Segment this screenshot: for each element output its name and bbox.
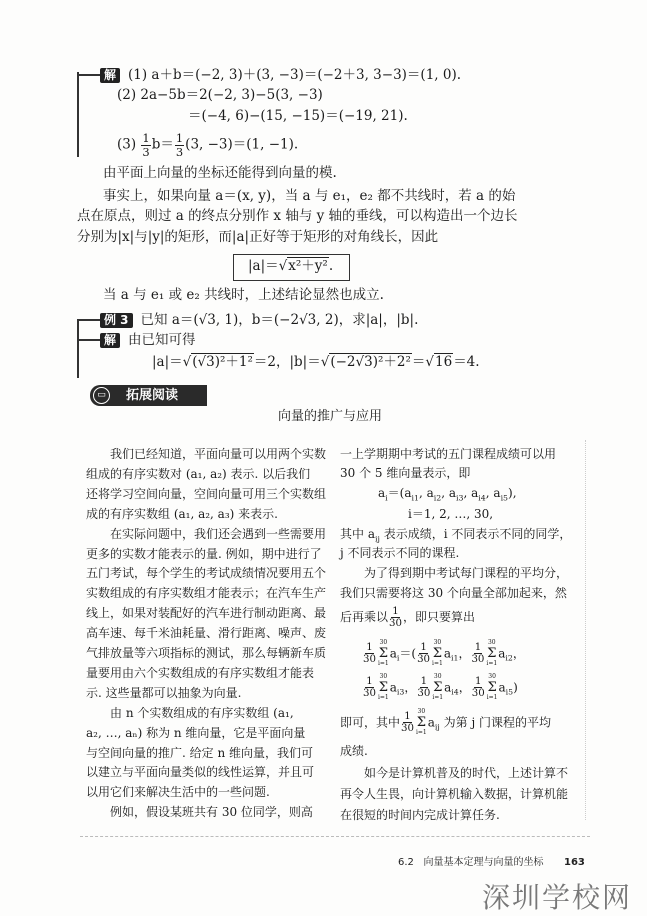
math-text: b＝ [151, 136, 174, 153]
paragraph-line: 为了得到期中考试每门课程的平均分， [340, 566, 569, 580]
radicand: (−2√3)²＋2² [330, 354, 411, 370]
math-text: ), [508, 486, 517, 500]
math-text: ＝4. [453, 354, 480, 370]
subscript: i4 [478, 493, 486, 503]
fraction-denominator: 30 [363, 654, 376, 666]
vector-definition [378, 484, 517, 507]
solution-bracket [77, 72, 79, 157]
paragraph-line: 以建立与平面向量类似的线性运算，并且可 [86, 765, 315, 780]
summation-sign: Σ [433, 679, 443, 695]
paragraph-line: 如今是计算机普及的时代，上述计算不 [340, 766, 569, 780]
paragraph-line: 以用它们来解决生活中的一些问题. [86, 785, 270, 800]
paragraph-line: 成的有序实数组 (a₁, a₂, a₃) 来表示. [86, 506, 278, 521]
summation-lower: i=1 [432, 694, 444, 702]
square-root [279, 257, 329, 274]
math-text: . [328, 258, 334, 274]
radicand: (√3)²＋1² [192, 354, 253, 370]
math-text: |a|＝ [152, 354, 183, 370]
fraction-numerator: 1 [142, 131, 150, 145]
solution-label: 解 [100, 333, 120, 348]
summation-sign: Σ [487, 679, 497, 695]
paragraph-line: j 不同表示不同的课程. [340, 546, 460, 560]
subscript: ij [374, 534, 380, 544]
fraction [363, 676, 376, 699]
fraction-denominator: 30 [363, 688, 376, 700]
square-root [425, 353, 453, 370]
fraction [401, 711, 414, 734]
math-text: 后再乘以 [340, 610, 389, 625]
paragraph-line: a₂, …, aₙ) 称为 n 维向量，它是平面向量 [86, 725, 306, 740]
fraction-numerator: 1 [404, 711, 411, 723]
fraction-denominator: 30 [471, 688, 485, 700]
fraction-denominator: 30 [417, 688, 431, 700]
margin-dotted-line [585, 440, 586, 820]
fraction-denominator: 3 [142, 144, 150, 159]
subscript: i2 [505, 653, 513, 663]
math-text: ，即只要算出 [402, 610, 475, 625]
fraction [175, 132, 184, 158]
math-text: a [378, 486, 386, 500]
radicand: 16 [435, 354, 453, 370]
fraction-numerator: 1 [366, 642, 373, 654]
math-text: ＝(a [387, 486, 412, 500]
solution-label: 解 [100, 68, 120, 83]
paragraph-line [340, 709, 551, 737]
paragraph-line: 再令人生畏，向计算机输入数据，计算机能 [340, 787, 569, 801]
solution-part-2-cont: ＝(−4, 6)−(15, −15)＝(−19, 21). [188, 108, 408, 124]
summation-lower: i=1 [486, 660, 498, 668]
extended-reading-banner [90, 385, 207, 406]
paragraph-line: 更多的实数才能表示的量. 例如，期中进行了 [86, 546, 322, 561]
boxed-formula [248, 257, 333, 275]
math-text: 为第 j 门课程的平均 [439, 715, 551, 730]
section-title: 向量基本定理与向量的坐标 [423, 857, 544, 868]
solution-part-2: (2) 2a−5b＝2(−2, 3)−5(3, −3) [117, 87, 323, 103]
watermark: 深圳学校网 [482, 881, 633, 914]
math-text: 其中 a [340, 527, 375, 541]
math-text: , a [441, 486, 457, 500]
math-text: (3) [117, 136, 141, 153]
summation [487, 674, 498, 702]
math-text: ， [458, 680, 471, 695]
subscript: i [396, 653, 400, 663]
fraction [417, 642, 430, 665]
solution-part-1 [100, 66, 461, 84]
subscript: i3 [456, 493, 464, 503]
paragraph-line: 由 n 个实数组成的有序实数组 (a₁, [86, 705, 294, 720]
summation-upper: 30 [433, 639, 442, 646]
book-icon: ▭ [93, 387, 110, 404]
math-text: ＝2，|b|＝ [253, 354, 321, 370]
solution-text: (1) a＋b＝(−2, 3)＋(3, −3)＝(−2＋3, 3−3)＝(1, 0). [128, 67, 462, 83]
paragraph-line: 一上学期期中考试的五门课程成绩可以用 [340, 447, 557, 461]
math-text: , a [485, 486, 501, 500]
reading-title: 向量的推广与应用 [278, 409, 383, 424]
math-text: a [443, 646, 451, 661]
paragraph-line: 我们已经知道，平面向量可以用两个实数 [86, 447, 327, 461]
example-label: 例 3 [100, 313, 133, 328]
paragraph-line: 在很短的时间内完成计算任务. [340, 808, 500, 822]
math-text: , a [463, 486, 479, 500]
subscript: i4 [451, 687, 459, 697]
summation-upper: 30 [487, 639, 496, 646]
subscript: i5 [505, 687, 514, 697]
subscript: i [385, 493, 388, 503]
summation-upper: 30 [417, 708, 426, 715]
subscript: i3 [396, 687, 405, 697]
math-text: ＝( [399, 646, 417, 661]
fraction [141, 132, 150, 158]
example-3 [100, 311, 418, 329]
summation-upper: 30 [488, 673, 496, 680]
solution-part-3 [117, 132, 298, 158]
section-number: 6.2 [398, 857, 414, 868]
paragraph-line: 在实际问题中，我们还会遇到一些需要用 [86, 526, 327, 541]
paragraph-line: 示. 这些量都可以抽象为向量. [86, 685, 242, 700]
fraction-denominator: 30 [471, 654, 485, 666]
summation-upper: 30 [433, 673, 442, 680]
summation-lower: i=1 [432, 660, 443, 668]
fraction-numerator: 1 [474, 676, 482, 688]
paragraph-line: 组成的有序实数对 (a₁, a₂) 表示. 以后我们 [86, 466, 311, 481]
subscript: i1 [450, 653, 459, 663]
subscript: i1 [411, 493, 419, 503]
paragraph-line: 事实上，如果向量 a＝(x, y)，当 a 与 e₁，e₂ 都不共线时，若 a 的始 [103, 188, 516, 204]
summation-sign: Σ [416, 714, 427, 730]
summation-upper: 30 [379, 639, 388, 646]
math-text: 表示成绩，i 不同表示不同的同学， [379, 527, 572, 541]
bracket-tick [77, 74, 101, 76]
fraction-denominator: 30 [417, 654, 431, 666]
fraction-numerator: 1 [420, 676, 428, 688]
math-text: a [389, 646, 397, 661]
paragraph-modulus-intro: 由平面上向量的坐标还能得到向量的模. [103, 165, 337, 181]
summation-sign: Σ [487, 645, 497, 661]
paragraph-line: 量要用由六个实数组成的有序实数组才能表 [86, 665, 315, 680]
fraction-numerator: 1 [420, 642, 427, 654]
reading-bottom-rule [80, 836, 590, 837]
bracket-tick [77, 319, 101, 321]
paragraph-line: 还将学习空间向量，空间向量可用三个实数组 [86, 486, 327, 501]
summation-sign: Σ [432, 645, 443, 661]
paragraph-line: 五门考试，每个学生的考试成绩情况要用五个 [86, 566, 327, 581]
summation-sign: Σ [378, 645, 389, 661]
paragraph-line: 分别为|x|与|y|的矩形，而|a|正好等于矩形的对角线长，因此 [77, 229, 439, 245]
radical-sign: √ [182, 354, 192, 370]
average-formula-line-1 [362, 640, 525, 668]
fraction-denominator: 3 [175, 144, 184, 159]
fraction-numerator: 1 [474, 642, 482, 654]
subscript: i5 [500, 493, 509, 503]
example-bracket [77, 320, 79, 378]
page-number: 163 [564, 857, 585, 868]
subscript: ij [434, 722, 440, 732]
summation-lower: i=1 [415, 729, 427, 737]
paragraph-collinear: 当 a 与 e₁ 或 e₂ 共线时，上述结论显然也成立. [103, 287, 384, 303]
math-text: , a [418, 486, 434, 500]
fraction [389, 606, 402, 629]
math-text: ， [458, 646, 471, 661]
radical-sign: √ [320, 354, 330, 370]
radical-sign: √ [278, 258, 288, 274]
bracket-tick [77, 339, 101, 341]
math-text: (3, −3)＝(1, −1). [185, 136, 299, 153]
math-text: ， [512, 646, 525, 661]
summation-lower: i=1 [377, 660, 389, 668]
math-text: a [498, 646, 506, 661]
example-3-formula [152, 353, 480, 371]
math-text: |a|＝ [248, 258, 279, 274]
fraction-numerator: 1 [175, 131, 184, 145]
summation [378, 674, 389, 702]
paragraph-line: 30 个 5 维向量表示，即 [340, 466, 471, 480]
example-text: 已知 a＝(√3, 1)，b＝(−2√3, 2)，求|a|，|b|. [140, 312, 419, 328]
fraction [363, 642, 376, 665]
example-3-solution [100, 331, 196, 349]
fraction [472, 676, 485, 699]
math-text: ＝ [411, 354, 426, 370]
fraction-numerator: 1 [392, 606, 399, 617]
math-text: a [389, 680, 397, 695]
paragraph-line: 例如，假设某班共有 30 位同学，则高 [86, 805, 313, 820]
math-text: 即可，其中 [340, 715, 401, 730]
summation [432, 640, 443, 668]
summation [432, 674, 443, 702]
banner-title: 拓展阅读 [126, 388, 179, 403]
fraction-numerator: 1 [366, 676, 373, 688]
solution-text: 由已知可得 [128, 332, 196, 348]
square-root [321, 353, 412, 370]
fraction [417, 676, 430, 699]
paragraph-line: 实数组成的有序实数组才能表示；在汽车生产 [86, 586, 327, 601]
summation-lower: i=1 [486, 694, 498, 702]
fraction-denominator: 30 [401, 723, 414, 735]
summation [486, 640, 497, 668]
summation [378, 640, 389, 668]
footer-section [398, 857, 543, 869]
paragraph-line: 成绩. [340, 744, 368, 758]
summation-lower: i=1 [377, 694, 389, 702]
math-text: a [498, 680, 506, 695]
math-text: a [427, 715, 435, 730]
paragraph-line: 线上，如果对装配好的汽车进行制动距离、最 [86, 606, 327, 621]
fraction [471, 642, 484, 665]
paragraph-line: 气排放量等六项指标的测试，那么每辆新车质 [86, 646, 327, 660]
index-range: i＝1, 2, …, 30, [408, 507, 494, 521]
summation-upper: 30 [379, 673, 388, 680]
math-text: ) [513, 680, 518, 695]
radical-sign: √ [425, 354, 434, 370]
paragraph-line [340, 606, 475, 629]
paragraph-line: 点在原点，则过 a 的终点分别作 x 轴与 y 轴的垂线，可以构造出一个边长 [77, 208, 518, 224]
summation [416, 709, 427, 737]
paragraph-line: 我们只需要将这 30 个向量全部加起来，然 [340, 586, 567, 600]
paragraph-line: 高车速、每千米油耗量、滑行距离、噪声、废 [86, 626, 327, 641]
average-formula-line-2 [362, 674, 518, 702]
math-text: a [444, 680, 452, 695]
fraction-denominator: 30 [389, 618, 402, 630]
summation-sign: Σ [378, 679, 389, 695]
paragraph-line: 与空间向量的推广. 给定 n 维向量，我们可 [86, 745, 313, 760]
radicand: x²＋y² [288, 258, 328, 274]
math-text: ， [404, 680, 417, 695]
subscript: i2 [433, 493, 442, 503]
square-root [183, 353, 254, 370]
